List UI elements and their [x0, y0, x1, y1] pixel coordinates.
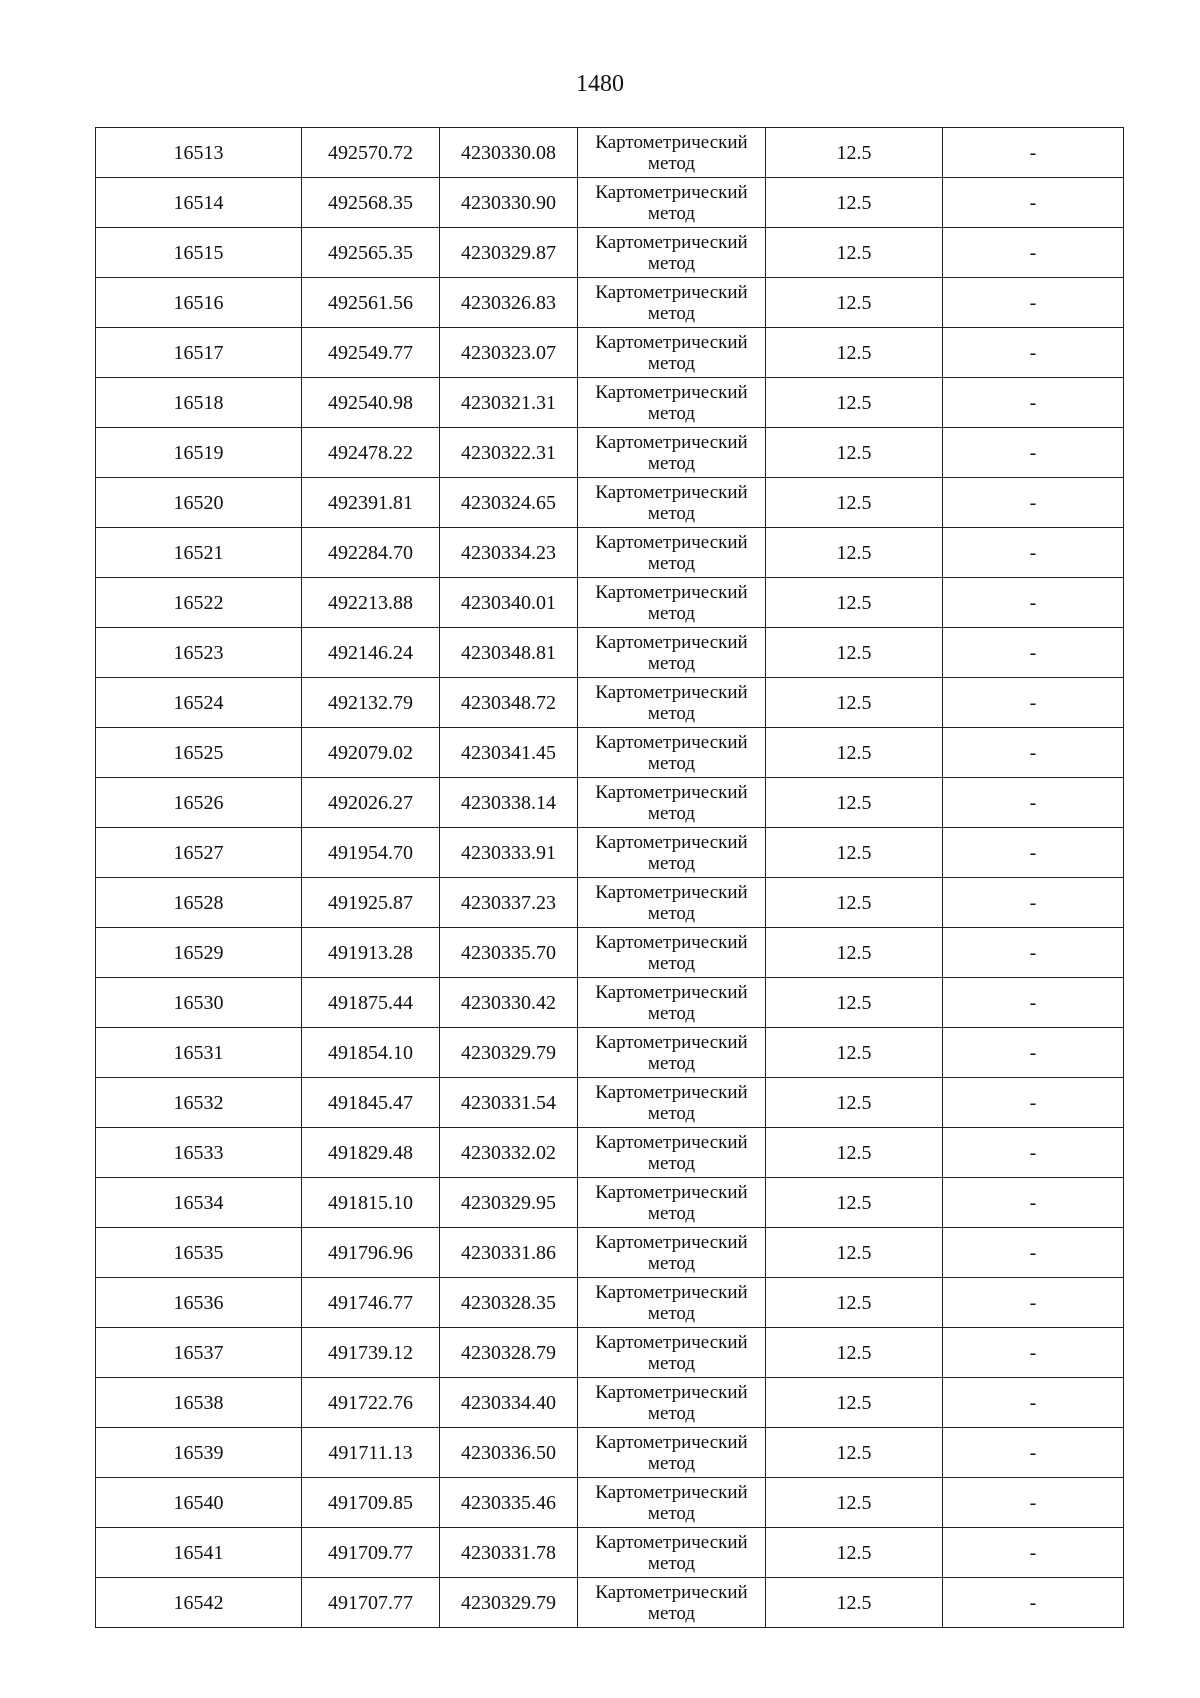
y-coordinate-cell: 4230340.01 [440, 578, 578, 628]
note-cell: - [943, 728, 1124, 778]
table-row [96, 628, 1124, 678]
y-coordinate-cell: 4230334.40 [440, 1378, 578, 1428]
note-cell: - [943, 1428, 1124, 1478]
table-row [96, 978, 1124, 1028]
y-coordinate-cell: 4230323.07 [440, 328, 578, 378]
point-number-cell: 16537 [96, 1328, 302, 1378]
accuracy-cell: 12.5 [766, 178, 943, 228]
y-coordinate-cell: 4230335.70 [440, 928, 578, 978]
y-coordinate-cell: 4230329.79 [440, 1028, 578, 1078]
note-cell: - [943, 528, 1124, 578]
method-line1: Картометрический [595, 1581, 748, 1603]
method-line1: Картометрический [595, 1131, 748, 1153]
accuracy-cell: 12.5 [766, 278, 943, 328]
point-number-cell: 16528 [96, 878, 302, 928]
x-coordinate-cell: 491711.13 [302, 1428, 440, 1478]
y-coordinate-cell: 4230332.02 [440, 1128, 578, 1178]
method-cell [578, 1278, 766, 1328]
method-line1: Картометрический [595, 1531, 748, 1553]
point-number-cell: 16531 [96, 1028, 302, 1078]
accuracy-cell: 12.5 [766, 1278, 943, 1328]
method-line2: метод [647, 1352, 696, 1374]
accuracy-cell: 12.5 [766, 1578, 943, 1628]
table-row [96, 1328, 1124, 1378]
note-cell: - [943, 1128, 1124, 1178]
accuracy-cell: 12.5 [766, 1478, 943, 1528]
method-line1: Картометрический [595, 331, 748, 353]
x-coordinate-cell: 492549.77 [302, 328, 440, 378]
method-cell [578, 928, 766, 978]
method-cell [578, 378, 766, 428]
table-row [96, 1428, 1124, 1478]
table-row [96, 528, 1124, 578]
table-row [96, 1078, 1124, 1128]
method-cell [578, 178, 766, 228]
x-coordinate-cell: 492284.70 [302, 528, 440, 578]
y-coordinate-cell: 4230322.31 [440, 428, 578, 478]
y-coordinate-cell: 4230326.83 [440, 278, 578, 328]
x-coordinate-cell: 491954.70 [302, 828, 440, 878]
x-coordinate-cell: 491925.87 [302, 878, 440, 928]
method-line2: метод [647, 552, 696, 574]
accuracy-cell: 12.5 [766, 1378, 943, 1428]
note-cell: - [943, 1478, 1124, 1528]
table-row [96, 578, 1124, 628]
y-coordinate-cell: 4230336.50 [440, 1428, 578, 1478]
method-line1: Картометрический [595, 131, 748, 153]
x-coordinate-cell: 491709.77 [302, 1528, 440, 1578]
table-row [96, 1128, 1124, 1178]
point-number-cell: 16534 [96, 1178, 302, 1228]
method-cell [578, 778, 766, 828]
accuracy-cell: 12.5 [766, 628, 943, 678]
x-coordinate-cell: 492146.24 [302, 628, 440, 678]
point-number-cell: 16533 [96, 1128, 302, 1178]
method-line2: метод [647, 1202, 696, 1224]
table-row [96, 828, 1124, 878]
y-coordinate-cell: 4230330.90 [440, 178, 578, 228]
point-number-cell: 16535 [96, 1228, 302, 1278]
method-cell [578, 978, 766, 1028]
note-cell: - [943, 378, 1124, 428]
method-line1: Картометрический [595, 1431, 748, 1453]
y-coordinate-cell: 4230333.91 [440, 828, 578, 878]
point-number-cell: 16521 [96, 528, 302, 578]
accuracy-cell: 12.5 [766, 528, 943, 578]
method-cell [578, 1328, 766, 1378]
method-cell [578, 1178, 766, 1228]
method-line2: метод [647, 302, 696, 324]
x-coordinate-cell: 491913.28 [302, 928, 440, 978]
y-coordinate-cell: 4230348.72 [440, 678, 578, 728]
method-cell [578, 1078, 766, 1128]
note-cell: - [943, 1078, 1124, 1128]
method-cell [578, 578, 766, 628]
y-coordinate-cell: 4230328.35 [440, 1278, 578, 1328]
method-line2: метод [647, 752, 696, 774]
x-coordinate-cell: 491739.12 [302, 1328, 440, 1378]
method-line1: Картометрический [595, 631, 748, 653]
table-row [96, 728, 1124, 778]
y-coordinate-cell: 4230329.79 [440, 1578, 578, 1628]
table-row [96, 178, 1124, 228]
method-line2: метод [647, 1102, 696, 1124]
method-cell [578, 1228, 766, 1278]
method-cell [578, 328, 766, 378]
y-coordinate-cell: 4230321.31 [440, 378, 578, 428]
accuracy-cell: 12.5 [766, 1228, 943, 1278]
method-line1: Картометрический [595, 931, 748, 953]
x-coordinate-cell: 491722.76 [302, 1378, 440, 1428]
method-cell [578, 478, 766, 528]
point-number-cell: 16514 [96, 178, 302, 228]
point-number-cell: 16541 [96, 1528, 302, 1578]
method-line2: метод [647, 502, 696, 524]
accuracy-cell: 12.5 [766, 1128, 943, 1178]
point-number-cell: 16513 [96, 128, 302, 178]
method-line2: метод [647, 602, 696, 624]
x-coordinate-cell: 492565.35 [302, 228, 440, 278]
accuracy-cell: 12.5 [766, 878, 943, 928]
accuracy-cell: 12.5 [766, 378, 943, 428]
x-coordinate-cell: 491875.44 [302, 978, 440, 1028]
y-coordinate-cell: 4230331.78 [440, 1528, 578, 1578]
note-cell: - [943, 328, 1124, 378]
point-number-cell: 16536 [96, 1278, 302, 1328]
method-line2: метод [647, 1052, 696, 1074]
x-coordinate-cell: 491845.47 [302, 1078, 440, 1128]
method-cell [578, 1428, 766, 1478]
method-line1: Картометрический [595, 731, 748, 753]
table-row [96, 328, 1124, 378]
point-number-cell: 16520 [96, 478, 302, 528]
method-cell [578, 628, 766, 678]
x-coordinate-cell: 492540.98 [302, 378, 440, 428]
method-line2: метод [647, 902, 696, 924]
method-line1: Картометрический [595, 381, 748, 403]
y-coordinate-cell: 4230331.86 [440, 1228, 578, 1278]
y-coordinate-cell: 4230334.23 [440, 528, 578, 578]
x-coordinate-cell: 492213.88 [302, 578, 440, 628]
method-line1: Картометрический [595, 831, 748, 853]
accuracy-cell: 12.5 [766, 978, 943, 1028]
method-line1: Картометрический [595, 981, 748, 1003]
x-coordinate-cell: 491854.10 [302, 1028, 440, 1078]
method-cell [578, 1478, 766, 1528]
table-row [96, 1578, 1124, 1628]
method-cell [578, 878, 766, 928]
table-row [96, 428, 1124, 478]
y-coordinate-cell: 4230329.95 [440, 1178, 578, 1228]
note-cell: - [943, 1378, 1124, 1428]
accuracy-cell: 12.5 [766, 1028, 943, 1078]
method-line2: метод [647, 152, 696, 174]
method-cell [578, 678, 766, 728]
y-coordinate-cell: 4230324.65 [440, 478, 578, 528]
method-line2: метод [647, 202, 696, 224]
accuracy-cell: 12.5 [766, 328, 943, 378]
method-line2: метод [647, 1152, 696, 1174]
accuracy-cell: 12.5 [766, 128, 943, 178]
method-line2: метод [647, 652, 696, 674]
note-cell: - [943, 478, 1124, 528]
method-line1: Картометрический [595, 1381, 748, 1403]
point-number-cell: 16538 [96, 1378, 302, 1428]
x-coordinate-cell: 491796.96 [302, 1228, 440, 1278]
x-coordinate-cell: 491746.77 [302, 1278, 440, 1328]
method-cell [578, 528, 766, 578]
point-number-cell: 16515 [96, 228, 302, 278]
x-coordinate-cell: 491707.77 [302, 1578, 440, 1628]
method-line2: метод [647, 252, 696, 274]
accuracy-cell: 12.5 [766, 578, 943, 628]
table-row [96, 1278, 1124, 1328]
y-coordinate-cell: 4230329.87 [440, 228, 578, 278]
method-cell [578, 1528, 766, 1578]
method-cell [578, 1128, 766, 1178]
accuracy-cell: 12.5 [766, 1178, 943, 1228]
accuracy-cell: 12.5 [766, 1328, 943, 1378]
y-coordinate-cell: 4230337.23 [440, 878, 578, 928]
x-coordinate-cell: 492391.81 [302, 478, 440, 528]
method-line1: Картометрический [595, 281, 748, 303]
note-cell: - [943, 928, 1124, 978]
point-number-cell: 16529 [96, 928, 302, 978]
note-cell: - [943, 1328, 1124, 1378]
coordinates-table [95, 127, 1124, 1628]
point-number-cell: 16539 [96, 1428, 302, 1478]
note-cell: - [943, 1028, 1124, 1078]
method-cell [578, 1028, 766, 1078]
point-number-cell: 16518 [96, 378, 302, 428]
method-cell [578, 728, 766, 778]
method-line2: метод [647, 1602, 696, 1624]
method-cell [578, 828, 766, 878]
method-line2: метод [647, 1402, 696, 1424]
y-coordinate-cell: 4230330.08 [440, 128, 578, 178]
note-cell: - [943, 128, 1124, 178]
method-line1: Картометрический [595, 481, 748, 503]
point-number-cell: 16526 [96, 778, 302, 828]
accuracy-cell: 12.5 [766, 728, 943, 778]
accuracy-cell: 12.5 [766, 1528, 943, 1578]
page-number: 1480 [576, 71, 624, 97]
point-number-cell: 16540 [96, 1478, 302, 1528]
method-line2: метод [647, 1252, 696, 1274]
point-number-cell: 16525 [96, 728, 302, 778]
point-number-cell: 16527 [96, 828, 302, 878]
table-row [96, 1378, 1124, 1428]
method-cell [578, 1378, 766, 1428]
y-coordinate-cell: 4230341.45 [440, 728, 578, 778]
point-number-cell: 16532 [96, 1078, 302, 1128]
method-line2: метод [647, 802, 696, 824]
x-coordinate-cell: 491815.10 [302, 1178, 440, 1228]
method-line1: Картометрический [595, 781, 748, 803]
note-cell: - [943, 578, 1124, 628]
method-line2: метод [647, 402, 696, 424]
accuracy-cell: 12.5 [766, 678, 943, 728]
accuracy-cell: 12.5 [766, 228, 943, 278]
point-number-cell: 16516 [96, 278, 302, 328]
point-number-cell: 16517 [96, 328, 302, 378]
method-cell [578, 278, 766, 328]
accuracy-cell: 12.5 [766, 1428, 943, 1478]
table-row [96, 1528, 1124, 1578]
point-number-cell: 16522 [96, 578, 302, 628]
y-coordinate-cell: 4230348.81 [440, 628, 578, 678]
point-number-cell: 16519 [96, 428, 302, 478]
note-cell: - [943, 678, 1124, 728]
table-row [96, 1028, 1124, 1078]
note-cell: - [943, 278, 1124, 328]
method-line2: метод [647, 702, 696, 724]
accuracy-cell: 12.5 [766, 478, 943, 528]
x-coordinate-cell: 492079.02 [302, 728, 440, 778]
x-coordinate-cell: 492570.72 [302, 128, 440, 178]
note-cell: - [943, 978, 1124, 1028]
point-number-cell: 16542 [96, 1578, 302, 1628]
method-line2: метод [647, 1552, 696, 1574]
table-row [96, 128, 1124, 178]
accuracy-cell: 12.5 [766, 828, 943, 878]
accuracy-cell: 12.5 [766, 1078, 943, 1128]
table-row [96, 678, 1124, 728]
method-line1: Картометрический [595, 1281, 748, 1303]
x-coordinate-cell: 492561.56 [302, 278, 440, 328]
method-cell [578, 228, 766, 278]
method-line2: метод [647, 352, 696, 374]
method-line2: метод [647, 952, 696, 974]
method-line1: Картометрический [595, 231, 748, 253]
method-line2: метод [647, 452, 696, 474]
note-cell: - [943, 778, 1124, 828]
table-row [96, 278, 1124, 328]
note-cell: - [943, 628, 1124, 678]
method-line1: Картометрический [595, 1331, 748, 1353]
point-number-cell: 16523 [96, 628, 302, 678]
method-cell [578, 1578, 766, 1628]
note-cell: - [943, 178, 1124, 228]
method-line2: метод [647, 1452, 696, 1474]
x-coordinate-cell: 491709.85 [302, 1478, 440, 1528]
method-cell [578, 128, 766, 178]
x-coordinate-cell: 492568.35 [302, 178, 440, 228]
method-line1: Картометрический [595, 531, 748, 553]
method-line2: метод [647, 852, 696, 874]
y-coordinate-cell: 4230328.79 [440, 1328, 578, 1378]
point-number-cell: 16524 [96, 678, 302, 728]
method-line1: Картометрический [595, 881, 748, 903]
note-cell: - [943, 1278, 1124, 1328]
method-line1: Картометрический [595, 681, 748, 703]
note-cell: - [943, 1578, 1124, 1628]
accuracy-cell: 12.5 [766, 778, 943, 828]
note-cell: - [943, 878, 1124, 928]
y-coordinate-cell: 4230330.42 [440, 978, 578, 1028]
accuracy-cell: 12.5 [766, 428, 943, 478]
table-row [96, 928, 1124, 978]
note-cell: - [943, 228, 1124, 278]
accuracy-cell: 12.5 [766, 928, 943, 978]
table-row [96, 228, 1124, 278]
table-body [96, 128, 1124, 1628]
method-line1: Картометрический [595, 431, 748, 453]
note-cell: - [943, 428, 1124, 478]
method-cell [578, 428, 766, 478]
note-cell: - [943, 828, 1124, 878]
y-coordinate-cell: 4230335.46 [440, 1478, 578, 1528]
method-line2: метод [647, 1002, 696, 1024]
table-row [96, 1228, 1124, 1278]
method-line1: Картометрический [595, 1231, 748, 1253]
y-coordinate-cell: 4230331.54 [440, 1078, 578, 1128]
method-line1: Картометрический [595, 1031, 748, 1053]
table-row [96, 1478, 1124, 1528]
table-row [96, 778, 1124, 828]
point-number-cell: 16530 [96, 978, 302, 1028]
y-coordinate-cell: 4230338.14 [440, 778, 578, 828]
method-line1: Картометрический [595, 181, 748, 203]
table-row [96, 878, 1124, 928]
table-row [96, 1178, 1124, 1228]
note-cell: - [943, 1528, 1124, 1578]
x-coordinate-cell: 491829.48 [302, 1128, 440, 1178]
x-coordinate-cell: 492132.79 [302, 678, 440, 728]
method-line1: Картометрический [595, 581, 748, 603]
x-coordinate-cell: 492478.22 [302, 428, 440, 478]
method-line2: метод [647, 1302, 696, 1324]
method-line1: Картометрический [595, 1181, 748, 1203]
note-cell: - [943, 1178, 1124, 1228]
method-line2: метод [647, 1502, 696, 1524]
table-row [96, 478, 1124, 528]
note-cell: - [943, 1228, 1124, 1278]
table-row [96, 378, 1124, 428]
method-line1: Картометрический [595, 1081, 748, 1103]
x-coordinate-cell: 492026.27 [302, 778, 440, 828]
method-line1: Картометрический [595, 1481, 748, 1503]
